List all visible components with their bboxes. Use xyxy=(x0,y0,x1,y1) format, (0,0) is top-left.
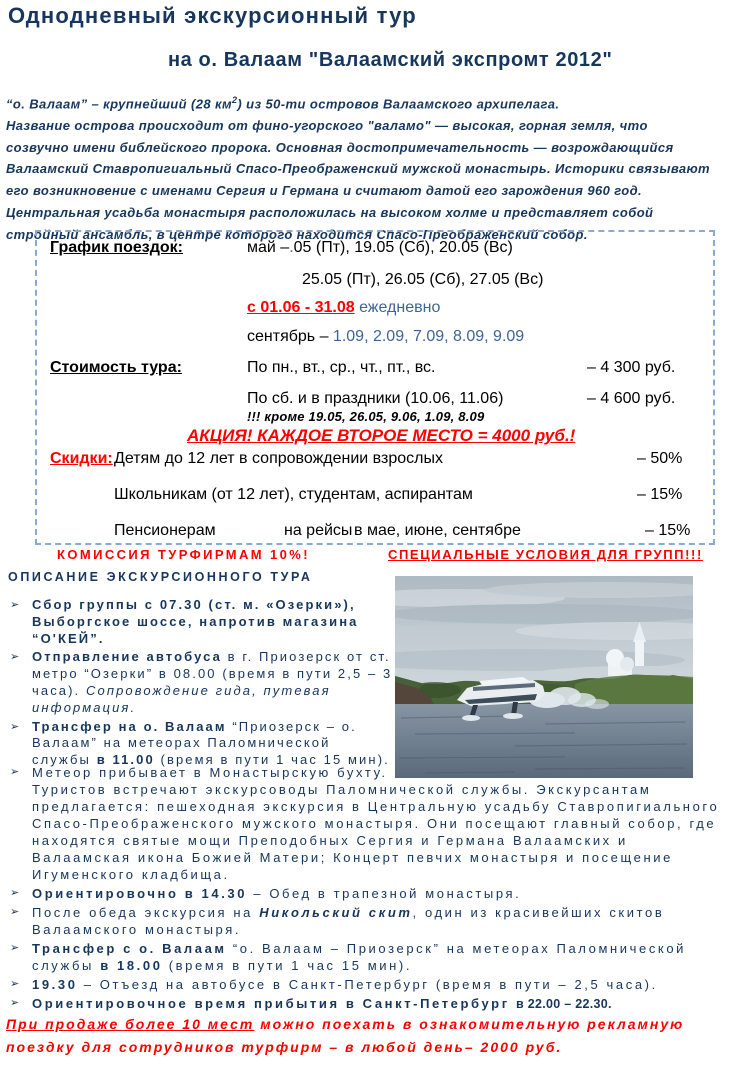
subtitle-prefix: на о. Валаам xyxy=(168,49,309,71)
page-title: Однодневный экскурсионный тур xyxy=(8,3,417,28)
summer-period: с 01.06 - 31.08 xyxy=(247,299,355,316)
arrow-bullet-icon: ➢ xyxy=(10,978,20,990)
schedule-may-dates-2: 25.05 (Пт), 26.05 (Сб), 27.05 (Вс) xyxy=(302,271,544,288)
discount-label-text: Скидки: xyxy=(50,450,113,467)
discount-pensioners-flights: на рейсы xyxy=(284,522,353,539)
intro-line1-start: “о. Валаам” – крупнейший (28 км xyxy=(6,96,233,112)
list-item xyxy=(10,649,395,716)
arrow-bullet-icon: ➢ xyxy=(10,766,20,778)
item-bold-time: в 11.00 xyxy=(96,752,155,768)
item-text: Сбор группы с 07.30 (ст. м. «Озерки»), Выборгское шоссе, напротив магазина “О'КЕЙ”. xyxy=(32,597,359,646)
item-text xyxy=(32,885,521,902)
arrow-bullet-icon: ➢ xyxy=(10,997,20,1009)
discount-pensioners-value: – 15% xyxy=(645,522,691,539)
item-text xyxy=(32,995,612,1013)
discount-label xyxy=(50,450,113,468)
price-weekend-value: – 4 600 руб. xyxy=(587,390,676,407)
list-item xyxy=(10,976,729,993)
intro-superscript: 2 xyxy=(232,95,238,105)
price-exceptions: !!! кроме 19.05, 26.05, 9.06, 1.09, 8.09 xyxy=(247,409,485,424)
price-weekdays-value: – 4 300 руб. xyxy=(587,359,676,376)
schedule-may-dates xyxy=(247,239,513,257)
valaam-photo xyxy=(395,576,693,778)
item-bold: 19.30 xyxy=(32,977,78,992)
item-plain: “Приозерск – о. Валаам” на метеорах Паломнической службы xyxy=(32,718,357,768)
item-bold: Отправление автобуса xyxy=(32,649,222,665)
arrow-bullet-icon: ➢ xyxy=(10,651,20,664)
item-line1: Метеор прибывает в Монастырскую бухту. xyxy=(32,765,388,780)
item-text xyxy=(32,649,395,716)
footer-underlined: При продаже более 10 мест xyxy=(6,1016,255,1032)
list-item xyxy=(10,719,395,769)
item-bold-time: в 22.00 – 22.30. xyxy=(515,997,612,1011)
september-label: сентябрь – xyxy=(247,328,333,345)
item-plain: – Отъезд на автобусе в Санкт-Петербург (время в пути – 2,5 часа). xyxy=(77,977,658,992)
discount-pensioners: Пенсионерам xyxy=(114,522,216,539)
footer-promo xyxy=(6,1013,730,1059)
discount-children: Детям до 12 лет в сопровождении взрослых xyxy=(114,450,443,467)
footer-rest: можно поехать в ознакомительную рекламную поездку для сотрудников турфирм – в любой день– 2000 руб. xyxy=(6,1016,685,1055)
item-text xyxy=(32,940,729,974)
item-plain2: , один из красивейших скитов Валаамского монастыря. xyxy=(32,905,665,937)
item-text xyxy=(32,904,729,938)
list-item xyxy=(10,940,729,974)
may-dot: . xyxy=(289,239,294,256)
discount-pensioners-months: в мае, июне, сентябре xyxy=(354,522,521,539)
item-plain: “о. Валаам – Приозерск” на метеорах Паломнической службы xyxy=(32,941,687,973)
item-plain2: (время в пути 1 час 15 мин). xyxy=(154,752,390,768)
special-conditions-note: СПЕЦИАЛЬНЫЕ УСЛОВИЯ ДЛЯ ГРУПП!!! xyxy=(388,547,703,562)
schedule-summer xyxy=(247,299,440,317)
schedule-label xyxy=(50,239,183,257)
price-label-text: Стоимость тура: xyxy=(50,359,182,376)
arrow-bullet-icon: ➢ xyxy=(10,942,20,954)
summer-daily: ежедневно xyxy=(354,299,441,316)
arrow-bullet-icon: ➢ xyxy=(10,887,20,899)
arrow-bullet-icon: ➢ xyxy=(10,599,20,611)
intro-paragraph xyxy=(6,90,712,245)
page-subtitle xyxy=(168,49,612,72)
item-bold: Трансфер на о. Валаам xyxy=(32,718,227,734)
may-prefix: май – xyxy=(247,239,290,256)
list-item xyxy=(10,885,729,902)
item-bold-italic: Никольский скит xyxy=(259,905,413,920)
item-bold-time: в 18.00 xyxy=(100,958,163,973)
item-text xyxy=(32,719,395,769)
list-item xyxy=(10,904,729,938)
arrow-bullet-icon: ➢ xyxy=(10,906,20,918)
itinerary-list-top xyxy=(10,597,395,771)
september-dates: 1.09, 2.09, 7.09, 8.09, 9.09 xyxy=(332,328,525,345)
subtitle-quoted: "Валаамский экспромт 2012" xyxy=(308,49,613,71)
price-weekend: По сб. и в праздники (10.06, 11.06) xyxy=(247,390,504,407)
promo-banner: АКЦИЯ! КАЖДОЕ ВТОРОЕ МЕСТО = 4000 руб.! xyxy=(187,426,576,445)
list-item xyxy=(10,764,729,883)
list-item xyxy=(10,995,729,1013)
itinerary-list-bottom xyxy=(10,764,729,1015)
may-dates: 05 (Пт), 19.05 (Сб), 20.05 (Вс) xyxy=(293,239,513,256)
item-text xyxy=(32,764,729,883)
item-bold: Трансфер с о. Валаам xyxy=(32,941,227,956)
intro-body: Название острова происходит от фино-угорского "валамо" — высокая, горная земля, что созвучно имени библейского пророка. Основная достопримечательность — возрождающийся Валаамский Ставропигиальный Спасо-Преображенский мужской монастырь. Историки связывают его возникновение с именами Сергия и Германа и считают датой его зарождения 960 год. Центральная усадьба монастыря расположилась на высоком холме и представляет собой стройный ансамбль, в центре которого находится Спасо-Преображенский собор. xyxy=(6,118,710,242)
price-weekdays: По пн., вт., ср., чт., пт., вс. xyxy=(247,359,436,376)
schedule-label-text: График поездок: xyxy=(50,239,183,256)
item-plain: в г. Приозерск от ст. метро “Озерки” в 08.00 (время в пути 2,5 – 3 часа). xyxy=(32,649,393,698)
item-plain2: (время в пути 1 час 15 мин). xyxy=(162,958,413,973)
schedule-september xyxy=(247,328,524,346)
discount-children-value: – 50% xyxy=(637,450,683,467)
item-bold: Ориентировочно в 14.30 xyxy=(32,886,248,901)
discount-students-value: – 15% xyxy=(637,486,683,503)
photo-clouds xyxy=(395,582,693,682)
item-plain: – Обед в трапезной монастыря. xyxy=(247,886,522,901)
discount-students: Школьникам (от 12 лет), студентам, аспирантам xyxy=(114,486,473,503)
arrow-bullet-icon: ➢ xyxy=(10,720,20,733)
list-item xyxy=(10,597,395,647)
item-bold: Ориентировочное время прибытия в Санкт-Петербург xyxy=(32,996,516,1011)
tour-info-box xyxy=(35,230,715,545)
intro-line1-end: ) из 50-ти островов Валаамского архипелага. xyxy=(237,96,560,112)
item-italic: Сопровождение гида, путевая информация. xyxy=(32,682,331,715)
price-label xyxy=(50,359,182,377)
item-plain: После обеда экскурсия на xyxy=(32,905,260,920)
item-paragraph: Туристов встречают экскурсоводы Паломнической службы. Экскурсантам предлагается: пешеходная экскурсия в Центральную усадьбу Ставропигиального Спасо-Преображенского мужского монастыря. Они посещают главный собор, где находятся святые мощи Преподобных Сергия и Германа Валаамских и Валаамская икона Божией Матери; Концерт певчих монастыря и посещение Игуменского кладбища. xyxy=(32,782,720,882)
item-text xyxy=(32,976,658,993)
commission-note: КОМИССИЯ ТУРФИРМАМ 10%! xyxy=(57,547,310,562)
section-title: ОПИСАНИЕ ЭКСКУРСИОННОГО ТУРА xyxy=(8,570,313,584)
